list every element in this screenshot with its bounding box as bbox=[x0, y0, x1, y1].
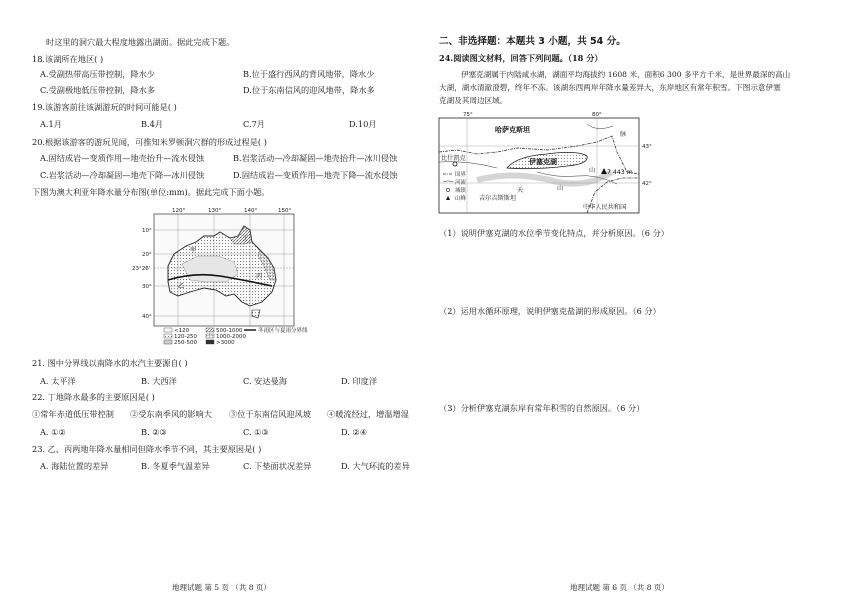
issyk-kul-map bbox=[437, 112, 663, 215]
q19-option-c: C.7月 bbox=[243, 119, 265, 129]
mountain-char: 山 bbox=[557, 185, 564, 192]
q23-option-c: C. 下垫面状况差异 bbox=[243, 461, 312, 471]
q22-statement-4: ④暖流经过，增温增湿 bbox=[327, 409, 409, 419]
peak-label: 7 443 m bbox=[607, 169, 633, 176]
q22-statement-2: ②受东南季风的影响大 bbox=[130, 409, 212, 419]
q20-stem: 20.根据该游客的游玩见闻，可推知米罗顿洞穴群的形成过程是( ) bbox=[32, 137, 267, 147]
q19-option-d: D.10月 bbox=[349, 119, 377, 129]
mountain-char: 山 bbox=[589, 167, 596, 174]
svg-text:国界: 国界 bbox=[455, 172, 467, 178]
country-label: 中华人民共和国 bbox=[583, 204, 627, 211]
material-line: 大湖，湖水清澈澄碧，终年不冻。该湖东西两岸年降水量差异大，东岸地区有常年积雪。下图示意伊塞 bbox=[439, 83, 781, 92]
lon-label: 140° bbox=[244, 208, 258, 214]
place-label: 丙 bbox=[256, 273, 263, 280]
city-label: 比什凯克 bbox=[441, 155, 466, 162]
q24-stem: 24.阅读图文材料，回答下列问题。（18 分） bbox=[439, 53, 603, 63]
q22-statement-1: ①常年赤道低压带控制 bbox=[32, 409, 114, 419]
q22-option-c: C. ①③ bbox=[243, 427, 269, 437]
svg-text:城镇: 城镇 bbox=[455, 188, 467, 194]
lat-label: 40° bbox=[142, 314, 152, 320]
q22-statement-3: ③位于东南信风迎风坡 bbox=[229, 409, 311, 419]
material-line: 伊塞克湖属于内陆咸水湖，湖面平均海拔约 1608 米，面积6 300 多平方千米，是世界最深的高山 bbox=[461, 70, 791, 79]
svg-text:<120: <120 bbox=[174, 328, 190, 334]
right-page bbox=[430, 0, 860, 607]
q18-option-a: A.受副热带高压带控制，降水少 bbox=[40, 69, 155, 79]
q21-option-c: C. 安达曼海 bbox=[243, 376, 287, 386]
place-label: 乙 bbox=[178, 283, 185, 290]
svg-text:500-1000: 500-1000 bbox=[216, 328, 243, 334]
q21-option-b: B. 大西洋 bbox=[141, 376, 177, 386]
q20-option-a: A.固结成岩—变质作用—地壳抬升—流水侵蚀 bbox=[40, 153, 205, 163]
page-footer: 地理试题 第 5 页 （共 8 页） bbox=[172, 583, 271, 592]
map-legend bbox=[164, 326, 308, 346]
svg-text:43°: 43° bbox=[642, 144, 652, 150]
svg-text:山峰: 山峰 bbox=[455, 196, 467, 202]
lon-label: 150° bbox=[278, 208, 292, 214]
q18-option-c: C.受副极地低压带控制，降水多 bbox=[40, 85, 156, 95]
q23-stem: 23. 乙、丙两地年降水量相同但降水季节不同，其主要原因是( ) bbox=[32, 444, 262, 454]
map-intro: 下图为澳大利亚年降水量分布图(单位:mm)。据此完成下面小题。 bbox=[32, 187, 270, 197]
section-title: 二、非选择题：本题共 3 小题，共 54 分。 bbox=[439, 36, 626, 47]
material-line: 克湖及其周边区域。 bbox=[439, 96, 508, 105]
page-footer: 地理试题 第 6 页 （共 8 页） bbox=[570, 583, 669, 592]
q19-stem: 19.该游客前往该湖游玩的时间可能是( ) bbox=[32, 102, 177, 112]
svg-text:250-500: 250-500 bbox=[174, 340, 197, 346]
q21-option-d: D. 印度洋 bbox=[341, 376, 378, 386]
q19-option-a: A.1月 bbox=[40, 119, 62, 129]
svg-text:冬雨区与夏雨分界线: 冬雨区与夏雨分界线 bbox=[258, 328, 308, 334]
q19-option-b: B.4月 bbox=[141, 119, 164, 129]
q21-option-a: A. 太平洋 bbox=[40, 376, 76, 386]
q22-option-d: D. ②④ bbox=[341, 427, 368, 437]
lake-label: 伊塞克湖 bbox=[529, 158, 557, 166]
mountain-char: 脉 bbox=[620, 131, 627, 138]
q21-stem: 21. 图中分界线以南降水的水汽主要源自( ) bbox=[32, 358, 188, 368]
lat-label: 30° bbox=[142, 284, 152, 290]
lat-label: 20° bbox=[142, 252, 152, 258]
q23-option-b: B. 冬夏季气温差异 bbox=[141, 461, 210, 471]
question-1: （1）说明伊塞克湖的水位季节变化特点，并分析原因。（6 分） bbox=[439, 228, 669, 238]
q22-option-a: A. ①② bbox=[40, 427, 66, 437]
q22-option-b: B. ②③ bbox=[141, 427, 167, 437]
australia-rainfall-map bbox=[132, 206, 308, 346]
q22-stem: 22. 丁地降水最多的主要原因是( ) bbox=[32, 392, 155, 402]
q23-option-d: D. 大气环流的差异 bbox=[341, 461, 410, 471]
mountain-char: 天 bbox=[517, 187, 524, 194]
svg-text:42°: 42° bbox=[642, 181, 652, 187]
q20-option-b: B.岩浆活动—冷却凝固—地壳抬升—冰川侵蚀 bbox=[233, 153, 398, 163]
q20-option-d: D.固结成岩—变质作用—地壳下降—流水侵蚀 bbox=[233, 170, 398, 180]
country-label: 吉尔吉斯斯坦 bbox=[479, 195, 517, 202]
place-label: 甲 bbox=[190, 247, 197, 254]
svg-text:75°: 75° bbox=[463, 112, 473, 118]
svg-text:>3000: >3000 bbox=[216, 340, 235, 346]
lat-label: 23°26' bbox=[132, 266, 151, 272]
question-3: （3）分析伊塞克湖东岸有常年积雪的自然原因。（6 分） bbox=[439, 403, 645, 413]
q23-option-a: A. 海陆位置的差异 bbox=[40, 461, 109, 471]
svg-text:1000-2000: 1000-2000 bbox=[216, 334, 246, 340]
q18-option-d: D.位于东南信风的迎风地带，降水多 bbox=[243, 85, 375, 95]
svg-text:120-250: 120-250 bbox=[174, 334, 197, 340]
country-label: 哈萨克斯坦 bbox=[495, 126, 530, 134]
intro-text: 时这里的洞穴最大程度地露出湖面。据此完成下题。 bbox=[46, 37, 235, 47]
place-label: 丁 bbox=[242, 235, 249, 242]
lon-label: 130° bbox=[208, 208, 222, 214]
lon-label: 120° bbox=[172, 208, 186, 214]
q18-stem: 18.该湖所在地区( ) bbox=[32, 54, 104, 64]
lat-label: 10° bbox=[142, 228, 152, 234]
q18-option-b: B.位于盛行西风的背风地带，降水少 bbox=[243, 69, 375, 79]
q20-option-c: C.岩浆活动—冷却凝固—地壳下降—冰川侵蚀 bbox=[40, 170, 205, 180]
svg-text:80°: 80° bbox=[592, 112, 602, 118]
question-2: （2）运用水循环原理，说明伊塞克盐湖的形成原因。（6 分） bbox=[439, 306, 661, 316]
svg-text:河流: 河流 bbox=[455, 180, 467, 186]
